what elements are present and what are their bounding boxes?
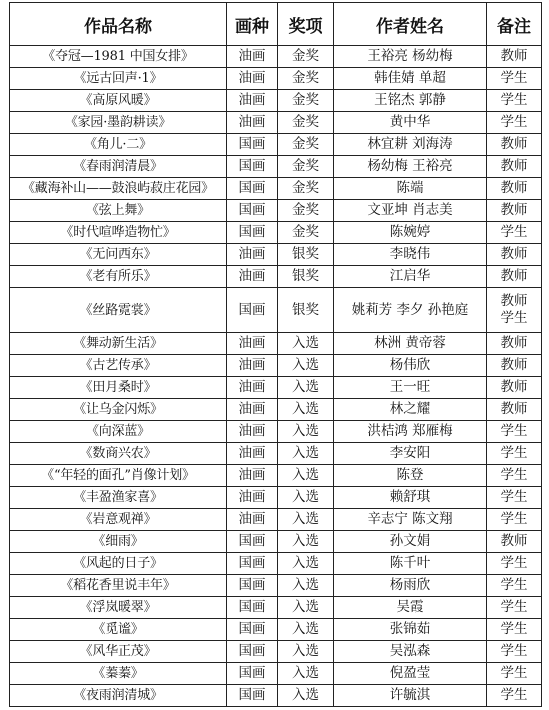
cell-type: 国画 [227, 134, 278, 156]
cell-note: 学生 [487, 443, 542, 465]
table-row [10, 178, 542, 200]
table-row [10, 156, 542, 178]
cell-authors: 林之耀 [334, 399, 487, 421]
table-row [10, 443, 542, 465]
cell-note: 学生 [487, 487, 542, 509]
cell-award: 入选 [278, 421, 334, 443]
cell-type: 国画 [227, 597, 278, 619]
cell-authors: 王裕亮 杨幼梅 [334, 46, 487, 68]
cell-title: 《细雨》 [10, 531, 227, 553]
cell-authors: 文亚坤 肖志美 [334, 200, 487, 222]
cell-authors: 吴泓森 [334, 641, 487, 663]
cell-type: 国画 [227, 178, 278, 200]
cell-authors: 王铭杰 郭静 [334, 90, 487, 112]
cell-title: 《浮岚暖翠》 [10, 597, 227, 619]
cell-authors: 韩佳婧 单超 [334, 68, 487, 90]
cell-title: 《稻花香里说丰年》 [10, 575, 227, 597]
table-row [10, 575, 542, 597]
cell-note: 学生 [487, 68, 542, 90]
cell-note: 教师 [487, 355, 542, 377]
header-note: 备注 [487, 3, 542, 46]
cell-award: 金奖 [278, 68, 334, 90]
cell-authors: 陈端 [334, 178, 487, 200]
cell-award: 入选 [278, 487, 334, 509]
cell-type: 油画 [227, 333, 278, 355]
table-row [10, 377, 542, 399]
cell-authors: 洪桔鸿 郑雁梅 [334, 421, 487, 443]
cell-authors: 林宜耕 刘海涛 [334, 134, 487, 156]
cell-type: 油画 [227, 355, 278, 377]
cell-award: 入选 [278, 333, 334, 355]
table-header-row [10, 3, 542, 46]
cell-title: 《夜雨润清城》 [10, 685, 227, 707]
cell-note: 学生 [487, 112, 542, 134]
award-table [9, 2, 542, 707]
cell-note: 教师 [487, 156, 542, 178]
cell-award: 银奖 [278, 288, 334, 333]
cell-title: 《田月桑时》 [10, 377, 227, 399]
table-body [10, 46, 542, 707]
cell-title: 《风华正茂》 [10, 641, 227, 663]
cell-note: 学生 [487, 90, 542, 112]
cell-award: 入选 [278, 355, 334, 377]
cell-type: 国画 [227, 619, 278, 641]
table-row [10, 134, 542, 156]
cell-title: 《让乌金闪烁》 [10, 399, 227, 421]
cell-title: 《藏海补山——鼓浪屿菽庄花园》 [10, 178, 227, 200]
table-row [10, 266, 542, 288]
cell-authors: 林洲 黄帝蓉 [334, 333, 487, 355]
cell-award: 入选 [278, 575, 334, 597]
table-row [10, 244, 542, 266]
cell-authors: 吴霞 [334, 597, 487, 619]
cell-title: 《觅谧》 [10, 619, 227, 641]
header-award: 奖项 [278, 3, 334, 46]
award-table-container [9, 2, 541, 707]
cell-authors: 辛志宁 陈文翔 [334, 509, 487, 531]
cell-award: 入选 [278, 465, 334, 487]
table-row [10, 553, 542, 575]
cell-type: 国画 [227, 222, 278, 244]
cell-type: 国画 [227, 531, 278, 553]
cell-type: 国画 [227, 641, 278, 663]
cell-note: 学生 [487, 553, 542, 575]
cell-authors: 姚莉芳 李夕 孙艳庭 [334, 288, 487, 333]
cell-award: 银奖 [278, 244, 334, 266]
cell-type: 油画 [227, 443, 278, 465]
table-row [10, 509, 542, 531]
cell-title: 《“年轻的面孔”肖像计划》 [10, 465, 227, 487]
cell-award: 入选 [278, 685, 334, 707]
cell-note: 教师 [487, 134, 542, 156]
cell-award: 金奖 [278, 46, 334, 68]
cell-type: 油画 [227, 46, 278, 68]
cell-note: 教师 [487, 333, 542, 355]
cell-title: 《数商兴农》 [10, 443, 227, 465]
cell-award: 金奖 [278, 90, 334, 112]
cell-note: 教师 [487, 377, 542, 399]
cell-note: 教师 [487, 178, 542, 200]
cell-type: 国画 [227, 575, 278, 597]
cell-note: 学生 [487, 465, 542, 487]
table-row [10, 487, 542, 509]
cell-award: 金奖 [278, 200, 334, 222]
cell-award: 入选 [278, 399, 334, 421]
cell-note: 学生 [487, 641, 542, 663]
cell-authors: 倪盈莹 [334, 663, 487, 685]
cell-note: 教师 [487, 399, 542, 421]
cell-note: 教师 学生 [487, 288, 542, 333]
cell-type: 国画 [227, 288, 278, 333]
cell-type: 油画 [227, 244, 278, 266]
cell-note: 教师 [487, 244, 542, 266]
cell-type: 油画 [227, 487, 278, 509]
table-row [10, 597, 542, 619]
table-row [10, 90, 542, 112]
cell-type: 油画 [227, 465, 278, 487]
cell-title: 《远古回声·1》 [10, 68, 227, 90]
cell-award: 入选 [278, 377, 334, 399]
cell-authors: 孙文娟 [334, 531, 487, 553]
cell-note: 学生 [487, 597, 542, 619]
cell-authors: 陈千叶 [334, 553, 487, 575]
cell-title: 《家园·墨韵耕读》 [10, 112, 227, 134]
table-row [10, 355, 542, 377]
cell-note: 教师 [487, 200, 542, 222]
cell-award: 入选 [278, 553, 334, 575]
table-row [10, 421, 542, 443]
cell-authors: 陈登 [334, 465, 487, 487]
cell-type: 油画 [227, 509, 278, 531]
cell-authors: 张锦茹 [334, 619, 487, 641]
header-title: 作品名称 [10, 3, 227, 46]
table-row [10, 663, 542, 685]
cell-award: 银奖 [278, 266, 334, 288]
header-authors: 作者姓名 [334, 3, 487, 46]
cell-type: 油画 [227, 68, 278, 90]
cell-title: 《丰盈渔家喜》 [10, 487, 227, 509]
table-row [10, 112, 542, 134]
cell-authors: 江启华 [334, 266, 487, 288]
cell-note: 学生 [487, 222, 542, 244]
table-row [10, 465, 542, 487]
cell-authors: 黄中华 [334, 112, 487, 134]
cell-note: 学生 [487, 421, 542, 443]
cell-award: 入选 [278, 509, 334, 531]
header-type: 画种 [227, 3, 278, 46]
cell-award: 入选 [278, 619, 334, 641]
cell-note: 教师 [487, 46, 542, 68]
cell-award: 金奖 [278, 156, 334, 178]
cell-title: 《春雨润清晨》 [10, 156, 227, 178]
cell-title: 《舞动新生活》 [10, 333, 227, 355]
cell-title: 《高原风暖》 [10, 90, 227, 112]
cell-award: 金奖 [278, 178, 334, 200]
cell-award: 入选 [278, 443, 334, 465]
table-row [10, 288, 542, 333]
cell-title: 《岩意观禅》 [10, 509, 227, 531]
cell-authors: 李晓伟 [334, 244, 487, 266]
cell-note: 学生 [487, 685, 542, 707]
cell-title: 《老有所乐》 [10, 266, 227, 288]
cell-type: 油画 [227, 421, 278, 443]
cell-type: 国画 [227, 553, 278, 575]
table-row [10, 200, 542, 222]
cell-type: 油画 [227, 266, 278, 288]
cell-award: 金奖 [278, 112, 334, 134]
table-row [10, 333, 542, 355]
cell-title: 《风起的日子》 [10, 553, 227, 575]
cell-award: 入选 [278, 531, 334, 553]
cell-type: 国画 [227, 156, 278, 178]
cell-authors: 王一旺 [334, 377, 487, 399]
cell-note: 学生 [487, 619, 542, 641]
table-row [10, 685, 542, 707]
cell-title: 《古艺传承》 [10, 355, 227, 377]
cell-note: 学生 [487, 509, 542, 531]
cell-award: 入选 [278, 641, 334, 663]
cell-authors: 杨伟欣 [334, 355, 487, 377]
cell-award: 金奖 [278, 134, 334, 156]
cell-note: 学生 [487, 663, 542, 685]
cell-type: 油画 [227, 112, 278, 134]
table-row [10, 399, 542, 421]
table-row [10, 46, 542, 68]
cell-authors: 杨雨欣 [334, 575, 487, 597]
table-row [10, 531, 542, 553]
cell-note: 教师 [487, 266, 542, 288]
cell-title: 《丝路霓裳》 [10, 288, 227, 333]
table-row [10, 68, 542, 90]
table-row [10, 619, 542, 641]
cell-title: 《无问西东》 [10, 244, 227, 266]
cell-title: 《向深蓝》 [10, 421, 227, 443]
cell-title: 《时代喧哗造物忙》 [10, 222, 227, 244]
cell-authors: 李安阳 [334, 443, 487, 465]
cell-type: 油画 [227, 399, 278, 421]
cell-authors: 陈婉婷 [334, 222, 487, 244]
cell-note: 教师 [487, 531, 542, 553]
cell-type: 油画 [227, 377, 278, 399]
cell-note: 学生 [487, 575, 542, 597]
table-row [10, 222, 542, 244]
cell-type: 国画 [227, 200, 278, 222]
cell-award: 入选 [278, 663, 334, 685]
cell-title: 《弦上舞》 [10, 200, 227, 222]
cell-type: 国画 [227, 685, 278, 707]
cell-award: 金奖 [278, 222, 334, 244]
cell-title: 《角儿·二》 [10, 134, 227, 156]
cell-award: 入选 [278, 597, 334, 619]
cell-type: 国画 [227, 663, 278, 685]
cell-authors: 许毓淇 [334, 685, 487, 707]
cell-title: 《蓁蓁》 [10, 663, 227, 685]
cell-title: 《夺冠—1981 中国女排》 [10, 46, 227, 68]
cell-authors: 杨幼梅 王裕亮 [334, 156, 487, 178]
cell-authors: 赖舒琪 [334, 487, 487, 509]
cell-type: 油画 [227, 90, 278, 112]
table-row [10, 641, 542, 663]
